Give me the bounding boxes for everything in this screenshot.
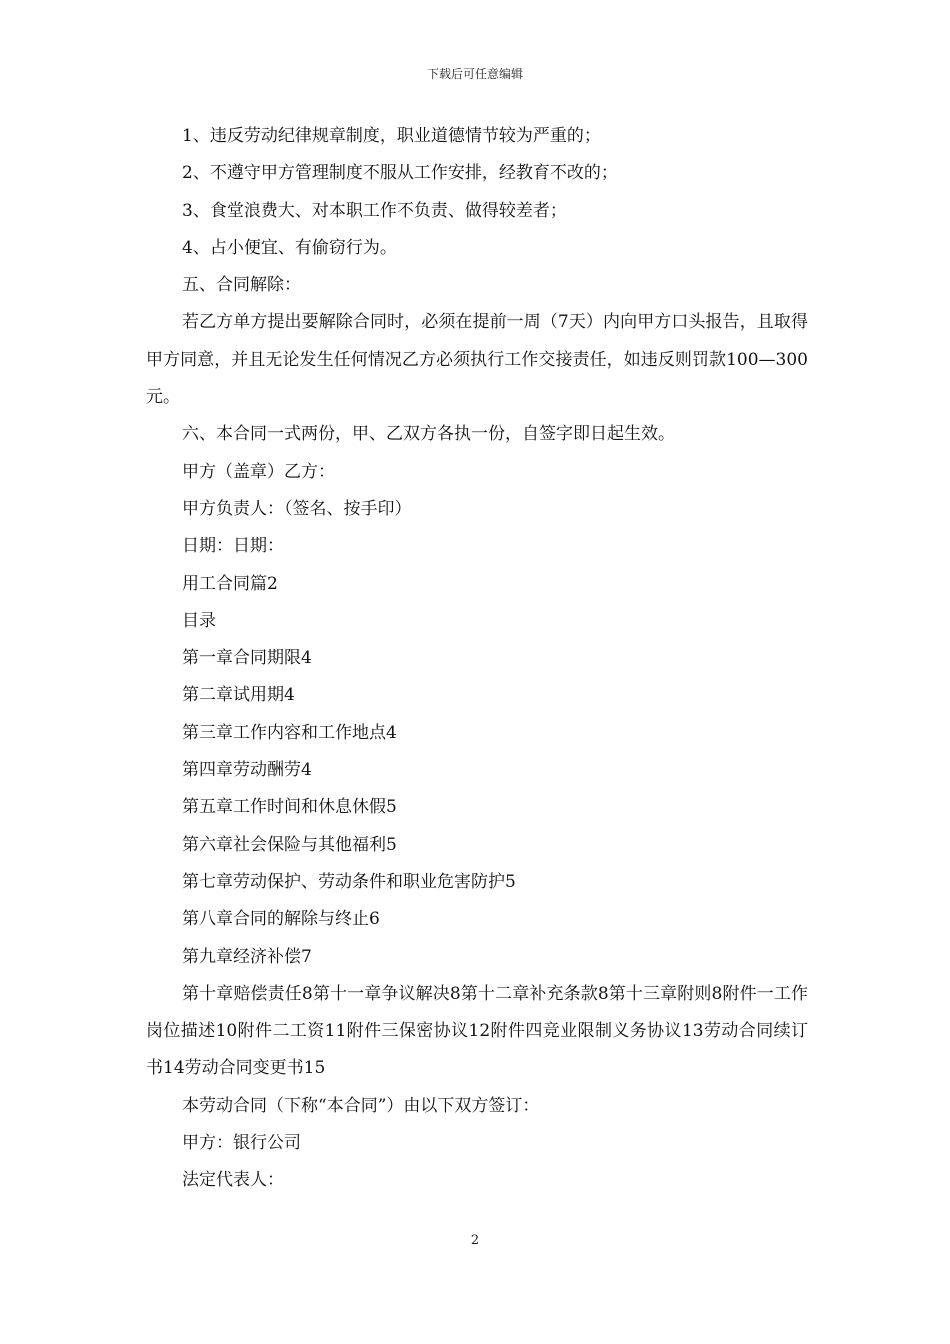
page-header: 下载后可任意编辑 bbox=[426, 67, 523, 81]
paragraph-contract-intro: 本劳动合同（下称“本合同”）由以下双方签订： bbox=[182, 1095, 540, 1116]
paragraph-clause-3: 3、食堂浪费大、对本职工作不负责、做得较差者； bbox=[182, 200, 567, 221]
toc-item: 第五章工作时间和休息休假5 bbox=[182, 797, 397, 818]
toc-item: 第二章试用期4 bbox=[182, 685, 295, 706]
toc-item: 第九章经济补偿7 bbox=[182, 946, 312, 967]
document-body bbox=[146, 118, 808, 1200]
toc-item: 第八章合同的解除与终止6 bbox=[182, 909, 380, 930]
signature-responsible-line: 甲方负责人：（签名、按手印） bbox=[182, 498, 412, 519]
paragraph-termination-terms: 若乙方单方提出要解除合同时，必须在提前一周（7天）内向甲方口头报告，且取得甲方同意，并且无论发生任何情况乙方必须执行工作交接责任，如违反则罚款100—300元。 bbox=[146, 312, 808, 408]
toc-heading: 目录 bbox=[182, 610, 216, 631]
toc-item: 第一章合同期限4 bbox=[182, 648, 312, 669]
paragraph-clause-1: 1、违反劳动纪律规章制度，职业道德情节较为严重的； bbox=[182, 126, 601, 146]
paragraph-clause-2: 2、不遵守甲方管理制度不服从工作安排，经教育不改的； bbox=[182, 163, 618, 184]
toc-item: 第七章劳动保护、劳动条件和职业危害防护5 bbox=[182, 871, 516, 892]
signature-date-line: 日期：日期： bbox=[182, 536, 284, 557]
toc-item-combined: 第十章赔偿责任8第十一章争议解决8第十二章补充条款8第十三章附则8附件一工作岗位描述10附件二工资11附件三保密协议12附件四竞业限制义务协议13劳动合同续订书14劳动合同变更书15 bbox=[146, 983, 808, 1079]
signature-party-line: 甲方（盖章）乙方： bbox=[182, 461, 335, 482]
page-number: 2 bbox=[470, 1233, 480, 1248]
toc-item: 第六章社会保险与其他福利5 bbox=[182, 834, 397, 855]
toc-item: 第三章工作内容和工作地点4 bbox=[182, 722, 397, 743]
section-heading-termination: 五、合同解除： bbox=[182, 275, 301, 296]
paragraph-copies: 六、本合同一式两份，甲、乙双方各执一份，自签字即日起生效。 bbox=[182, 424, 675, 445]
toc-item: 第四章劳动酬劳4 bbox=[182, 760, 312, 781]
legal-representative-line: 法定代表人： bbox=[182, 1170, 284, 1191]
section-title-contract-2: 用工合同篇2 bbox=[182, 573, 278, 594]
party-a-line: 甲方：银行公司 bbox=[182, 1133, 301, 1154]
paragraph-clause-4: 4、占小便宜、有偷窃行为。 bbox=[182, 237, 397, 258]
